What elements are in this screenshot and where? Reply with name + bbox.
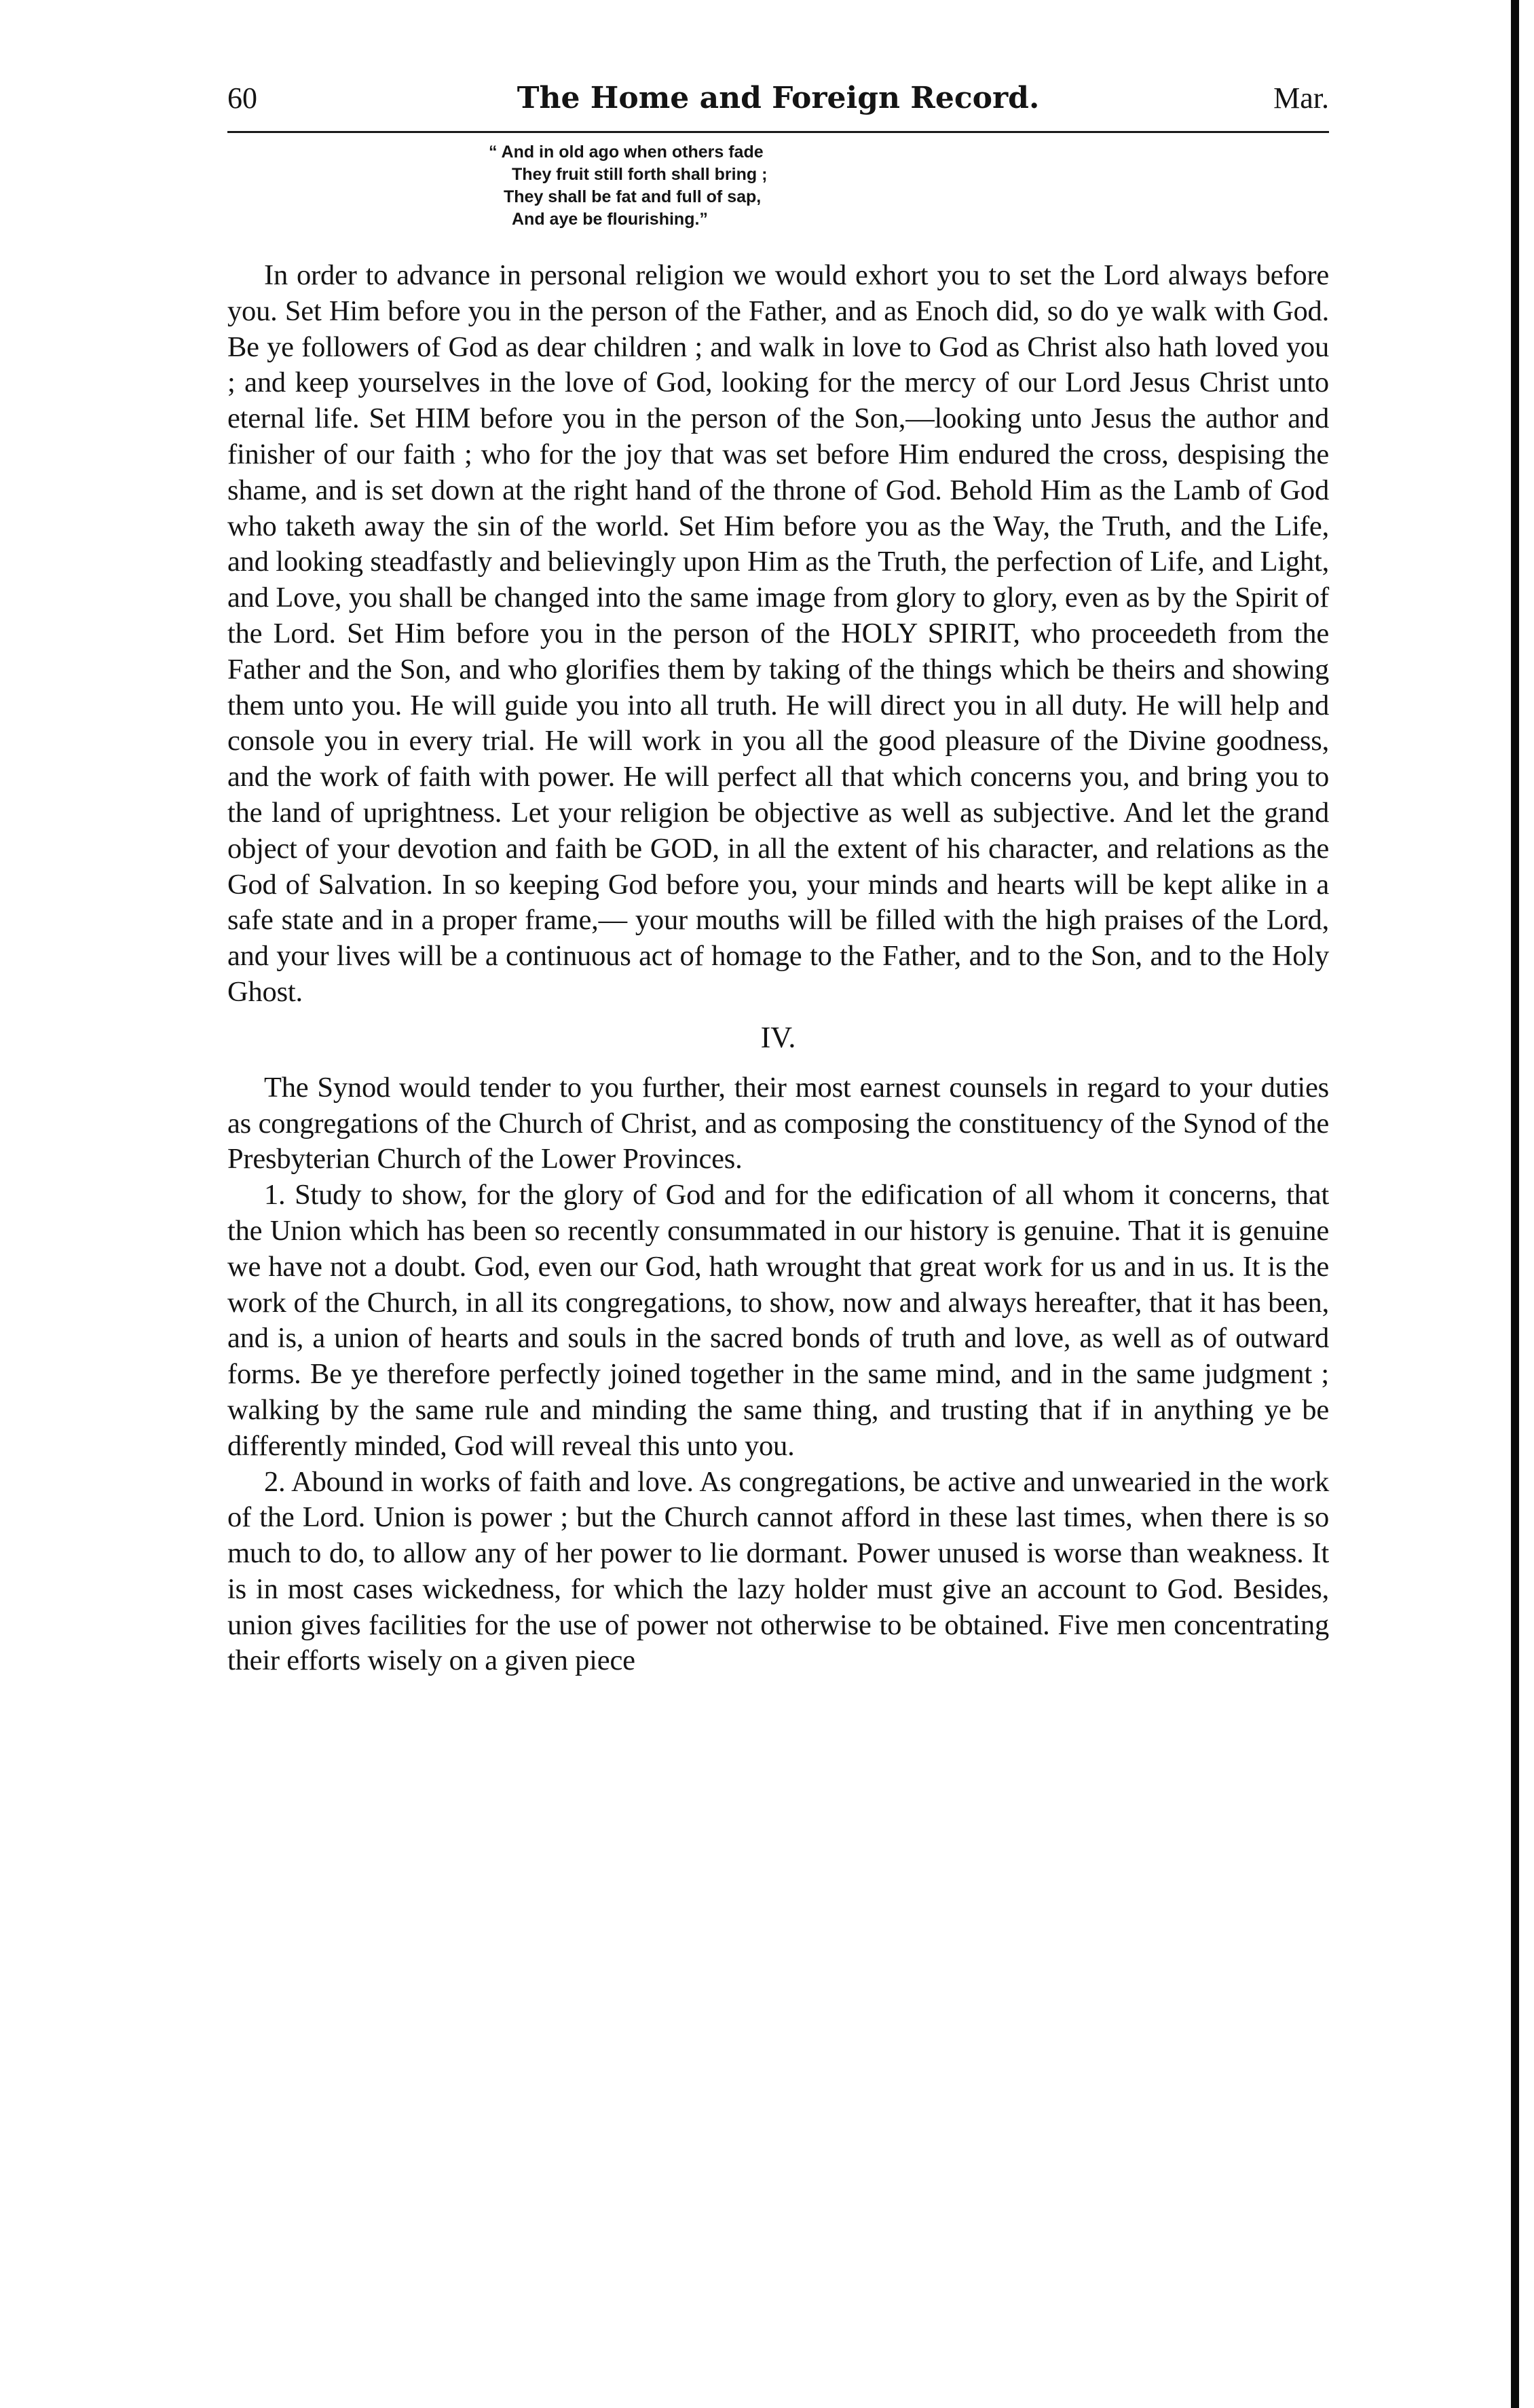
- page-column: [227, 71, 1329, 1679]
- header-rule: [227, 131, 1329, 133]
- body-paragraph: In order to advance in personal religion we would exhort you to set the Lord always before you. Set Him before you in the person of the Father, and as Enoch did, so do ye walk with God. Be ye followers of God as dear children ; and walk in love to God as Christ also hath loved you ; and keep yourselves in the love of God, looking for the mercy of our Lord Jesus Christ unto eternal life. Set HIM before you in the person of the Son,—looking unto Jesus the author and finisher of our faith ; who for the joy that was set before Him endured the cross, despising the shame, and is set down at the right hand of the throne of God. Behold Him as the Lamb of God who taketh away the sin of the world. Set Him before you as the Way, the Truth, and the Life, and looking steadfastly and believingly upon Him as the Truth, the perfection of Life, and Light, and Love, you shall be changed into the same image from glory to glory, even as by the Spirit of the Lord. Set Him before you in the person of the HOLY SPIRIT, who proceedeth from the Father and the Son, and who glorifies them by taking of the things which be theirs and showing them unto you. He will guide you into all truth. He will direct you in all duty. He will help and console you in every trial. He will work in you all the good pleasure of the Divine goodness, and the work of faith with power. He will perfect all that which concerns you, and bring you to the land of uprightness. Let your religion be objective as well as subjective. And let the grand object of your devotion and faith be GOD, in all the extent of his character, and relations as the God of Salvation. In so keeping God before you, your minds and hearts will be kept alike in a safe state and in a proper frame,— your mouths will be filled with the high praises of the Lord, and your lives will be a continuous act of homage to the Father, and to the Son, and to the Holy Ghost.: [227, 259, 1329, 1008]
- page-number: 60: [227, 81, 257, 115]
- body-paragraph: The Synod would tender to you further, their most earnest counsels in regard to your duties as congregations of the Church of Christ, and as composing the constituency of the Synod of the Presbyterian Church of the Lower Provinces.: [227, 1071, 1329, 1175]
- running-head: [227, 71, 1329, 126]
- body-paragraph: 2. Abound in works of faith and love. As congregations, be active and unwearied in the work of the Lord. Union is power ; but the Church cannot afford in these last times, when there is so much to do, to allow any of her power to lie dormant. Power unused is worse than weakness. It is in most cases wickedness, for which the lazy holder must give an account to God. Besides, union gives facilities for the use of power not otherwise to be obtained. Five men concentrating their efforts wisely on a given piece: [227, 1465, 1329, 1677]
- verse-line: They shall be fat and full of sap,: [504, 187, 762, 206]
- section-heading: IV.: [760, 1020, 796, 1054]
- verse-quotation: [489, 141, 1329, 231]
- verse-line: And aye be flourishing.”: [512, 210, 708, 229]
- verse-line: They fruit still forth shall bring ;: [512, 165, 768, 184]
- page-edge-shadow: [1511, 0, 1519, 2408]
- verse-line: “ And in old ago when others fade: [489, 143, 764, 162]
- body-paragraph: 1. Study to show, for the glory of God and for the edification of all whom it concerns, that the Union which has been so recently consummated in our history is genuine. That it is genuine we have not a doubt. God, even our God, hath wrought that great work for us and in us. It is the work of the Church, in all its congregations, to show, now and always hereafter, that it has been, and is, a union of hearts and souls in the sacred bonds of truth and love, as well as of outward forms. Be ye therefore perfectly joined together in the same mind, and in the same judgment ; walking by the same rule and minding the same thing, and trusting that if in anything ye be differently minded, God will reveal this unto you.: [227, 1179, 1329, 1462]
- issue-month: Mar.: [1273, 81, 1329, 115]
- journal-title: The Home and Foreign Record.: [517, 81, 1040, 115]
